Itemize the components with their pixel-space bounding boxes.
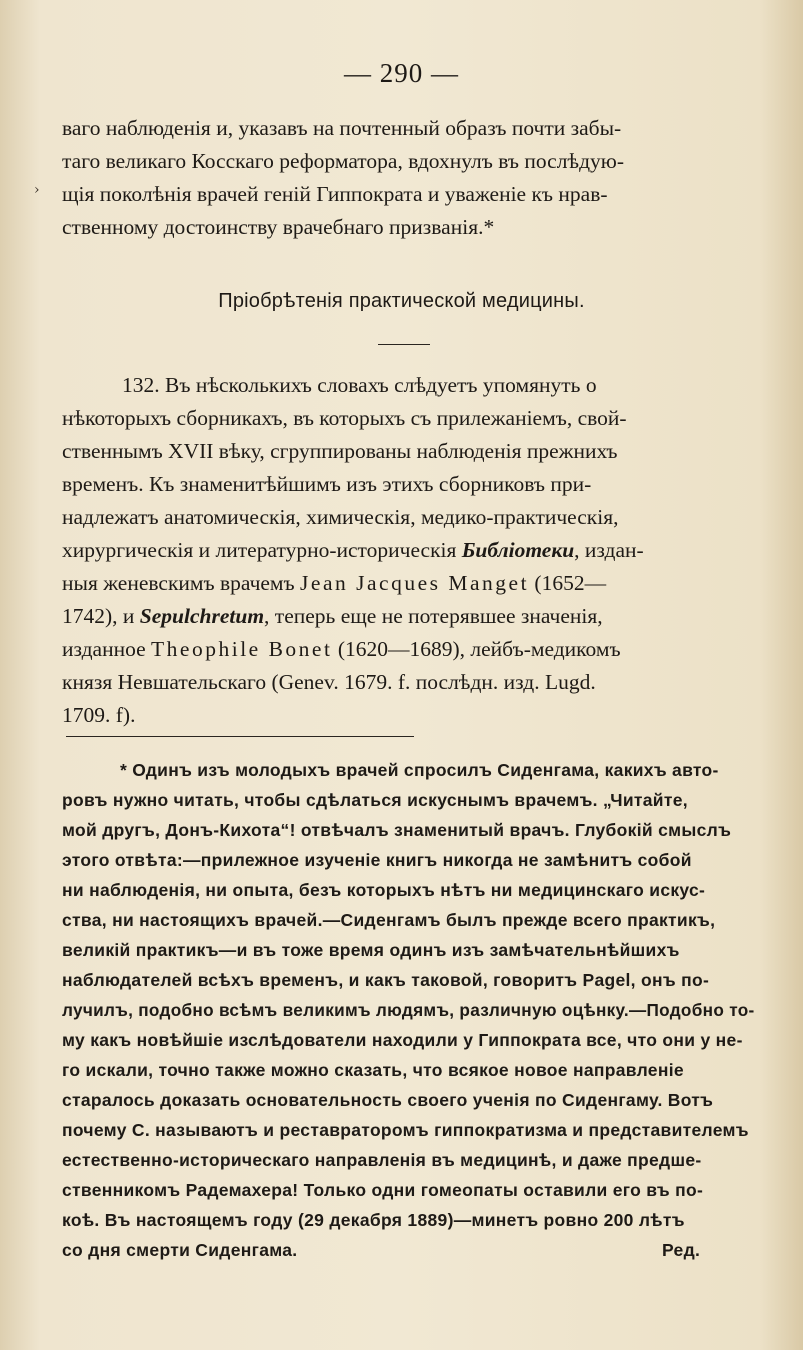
paragraph-line: 132. Въ нѣсколькихъ словахъ слѣдуетъ упомянуть о — [122, 373, 597, 397]
footnote-line: коѣ. Въ настоящемъ году (29 декабря 1889)—минетъ ровно 200 лѣтъ — [62, 1210, 685, 1230]
paragraph-line — [62, 573, 606, 595]
paragraph-line: надлежатъ анатомическія, химическія, медико-практическія, — [62, 505, 619, 529]
italic-title: Библіотеки — [461, 538, 575, 562]
editor-mark: Ред. — [662, 1240, 701, 1260]
footnote-line: лучилъ, подобно всѣмъ великимъ людямъ, различную оцѣнку.—Подобно то- — [62, 1000, 755, 1020]
footnote-line: великій практикъ—и въ тоже время одинъ изъ замѣчательнѣйшихъ — [62, 940, 680, 960]
footnote-line: старалось доказать основательность своего ученія по Сиденгаму. Вотъ — [62, 1090, 714, 1110]
footnote-divider — [66, 736, 414, 737]
footnote-line: му какъ новѣйшіе изслѣдователи находили у Гиппократа все, что они у не- — [62, 1030, 743, 1050]
section-heading: Пріобрѣтенія практической медицины. — [218, 290, 585, 312]
page-number: — 290 — — [344, 58, 459, 88]
author-name: Jean Jacques Manget — [300, 571, 530, 595]
paragraph-line: нѣкоторыхъ сборникахъ, въ которыхъ съ прилежаніемъ, свой- — [62, 406, 627, 430]
paragraph-text: 1742), и — [62, 604, 135, 628]
footnote-line: ства, ни настоящихъ врачей.—Сиденгамъ былъ прежде всего практикъ, — [62, 910, 716, 930]
footnote-line: ровъ нужно читать, чтобы сдѣлаться искуснымъ врачемъ. „Читайте, — [62, 790, 688, 810]
paragraph-text: , издан- — [574, 538, 644, 562]
paragraph-text: хирургическія и литературно-историческія — [62, 538, 457, 562]
footnote-line: этого отвѣта:—прилежное изученіе книгъ никогда не замѣнитъ собой — [62, 850, 692, 870]
paragraph-line: князя Невшательскаго (Genev. 1679. f. послѣдн. изд. Lugd. — [62, 670, 596, 694]
heading-divider — [378, 344, 430, 345]
paragraph-text: , теперь еще не потерявшее значенія, — [264, 604, 603, 628]
paragraph-line: ственнымъ XVII вѣку, сгруппированы наблюденія прежнихъ — [62, 439, 618, 463]
intro-line: щія поколѣнія врачей геній Гиппократа и уваженіе къ нрав- — [62, 182, 608, 206]
footnote-line: наблюдателей всѣхъ временъ, и какъ таковой, говоритъ Pagel, онъ по- — [62, 970, 710, 990]
paragraph-line — [62, 606, 603, 628]
paragraph-text: ныя женевскимъ врачемъ — [62, 571, 295, 595]
paragraph-line: временъ. Къ знаменитѣйшимъ изъ этихъ сборниковъ при- — [62, 472, 592, 496]
footnote-line: почему С. называютъ и реставраторомъ гиппократизма и представителемъ — [62, 1120, 749, 1140]
footnote-line: со дня смерти Сиденгама. — [62, 1240, 298, 1260]
footnote-line: го искали, точно также можно сказать, что всякое новое направленіе — [62, 1060, 684, 1080]
footnote-line: * Одинъ изъ молодыхъ врачей спросилъ Сиденгама, какихъ авто- — [120, 760, 719, 780]
paragraph-text: (1620—1689), лейбъ-медикомъ — [337, 637, 621, 661]
intro-line: ственному достоинству врачебнаго призванія.* — [62, 215, 495, 239]
footnote-line: ственникомъ Радемахера! Только одни гомеопаты оставили его въ по- — [62, 1180, 704, 1200]
paragraph-text: изданное — [62, 637, 146, 661]
intro-line: таго великаго Косскаго реформатора, вдохнулъ въ послѣдую- — [62, 149, 625, 173]
intro-line: ваго наблюденія и, указавъ на почтенный образъ почти забы- — [62, 116, 622, 140]
italic-title: Sepulchretum — [139, 604, 265, 628]
paragraph-line — [62, 540, 644, 562]
footnote-line: естественно-историческаго направленія въ медицинѣ, и даже предше- — [62, 1150, 702, 1170]
paragraph-line: 1709. f). — [62, 703, 136, 727]
paragraph-line — [62, 639, 621, 661]
paragraph-text: (1652— — [534, 571, 607, 595]
author-name: Theophile Bonet — [151, 637, 333, 661]
margin-mark: › — [34, 182, 40, 198]
footnote-line: мой другъ, Донъ-Кихота“! отвѣчалъ знаменитый врачъ. Глубокій смыслъ — [62, 820, 732, 840]
footnote-line: ни наблюденія, ни опыта, безъ которыхъ нѣтъ ни медицинскаго искус- — [62, 880, 706, 900]
